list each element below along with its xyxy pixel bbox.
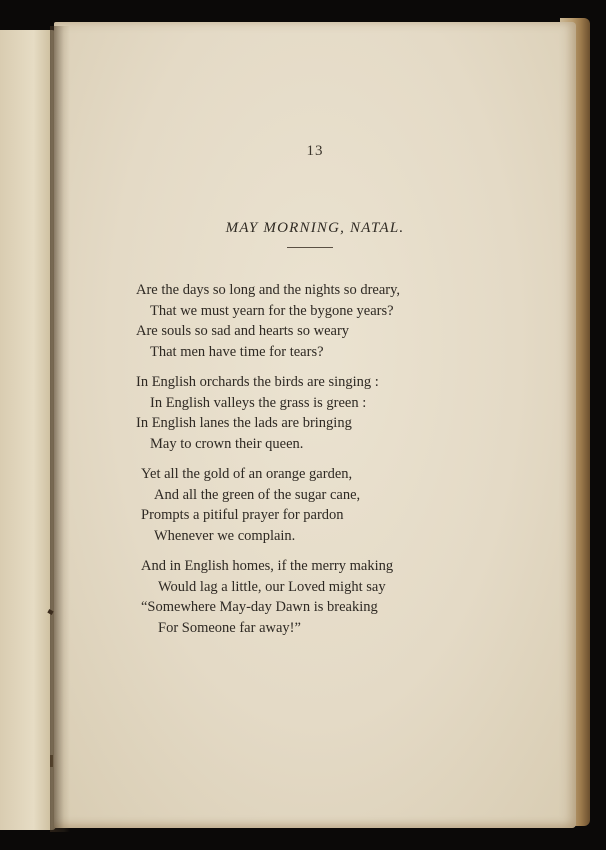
poem-line: Are souls so sad and hearts so weary	[136, 323, 350, 339]
gutter-shadow	[50, 26, 70, 832]
poem-line: And in English homes, if the merry making	[141, 558, 394, 574]
poem-line: “Somewhere May-day Dawn is breaking	[141, 599, 378, 615]
previous-page-edge	[0, 30, 56, 830]
poem-title: MAY MORNING, NATAL.	[225, 220, 405, 236]
poem-body	[136, 280, 536, 648]
poem-line: Prompts a pitiful prayer for pardon	[141, 507, 344, 523]
poem-line: Are the days so long and the nights so dreary,	[136, 282, 401, 298]
poem-line: In English valleys the grass is green :	[150, 394, 367, 411]
poem-line: Yet all the gold of an orange garden,	[141, 466, 353, 482]
poem-line: That men have time for tears?	[150, 343, 324, 360]
poem-line: And all the green of the sugar cane,	[154, 486, 361, 503]
book-page	[54, 22, 576, 828]
stanza-4	[136, 556, 536, 638]
poem-line: Whenever we complain.	[154, 527, 296, 544]
poem-line: For Someone far away!”	[158, 619, 301, 636]
page-number: 13	[306, 143, 324, 159]
poem-line: That we must yearn for the bygone years?	[150, 302, 394, 319]
poem-line: In English lanes the lads are bringing	[136, 415, 352, 431]
poem-line: Would lag a little, our Loved might say	[158, 578, 386, 595]
stanza-2	[136, 372, 536, 454]
poem-line: May to crown their queen.	[150, 435, 304, 452]
poem-line: In English orchards the birds are singing :	[136, 374, 379, 390]
stanza-3	[136, 464, 536, 546]
stanza-1	[136, 280, 536, 362]
title-rule	[287, 247, 333, 248]
